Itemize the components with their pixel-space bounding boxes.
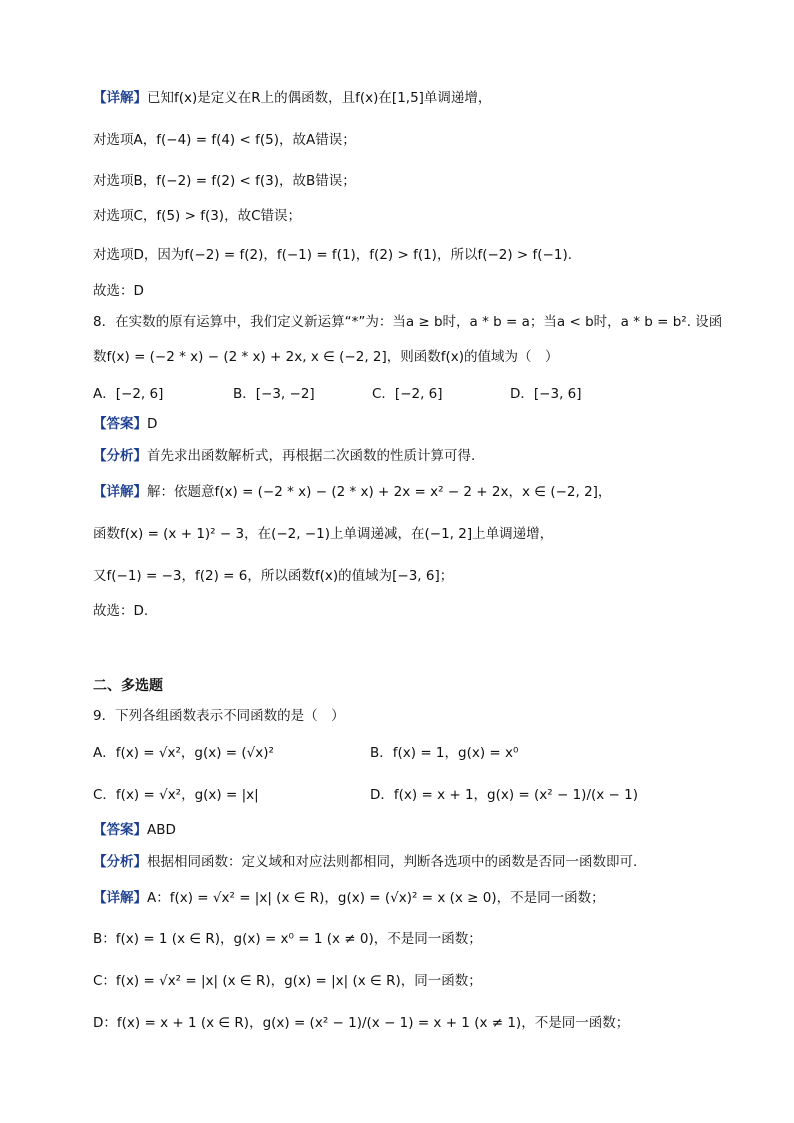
q9-answer-value: ABD xyxy=(147,822,176,838)
answer-tag: 【答案】 xyxy=(93,822,147,838)
q8-analysis-text: 首先求出函数解析式，再根据二次函数的性质计算可得. xyxy=(147,448,476,464)
answer-tag: 【答案】 xyxy=(93,416,147,432)
q9-analysis xyxy=(93,852,637,872)
q8-stem-line1: 8．在实数的原有运算中，我们定义新运算“*”为：当a ≥ b时，a * b = a；当a < b时，a * b = b². 设函 xyxy=(93,314,723,330)
q8-detail-line2: 函数f(x) = (x + 1)² − 3，在(−2, −1)上单调递减，在(−1, 2]上单调递增， xyxy=(93,526,554,542)
q9-answer xyxy=(93,820,176,840)
p7-choice: 故选：D xyxy=(93,283,144,299)
section-title: 二、多选题 xyxy=(93,678,163,694)
q8-stem-line2: 数f(x) = (−2 * x) − (2 * x) + 2x, x ∈ (−2, 2]，则函数f(x)的值域为（ ） xyxy=(93,349,559,365)
detail-tag: 【详解】 xyxy=(93,90,147,106)
q9-analysis-text: 根据相同函数：定义域和对应法则都相同，判断各选项中的函数是否同一函数即可. xyxy=(147,854,638,870)
p7-option-a: 对选项A，f(−4) = f(4) < f(5)，故A错误； xyxy=(93,132,356,148)
q9-detail-b: B：f(x) = 1 (x ∈ R)，g(x) = x⁰ = 1 (x ≠ 0)，不是同一函数； xyxy=(93,931,482,947)
q8-analysis xyxy=(93,446,475,466)
q8-option-a: A．[−2, 6] xyxy=(93,386,164,402)
q9-option-c: C．f(x) = √x²，g(x) = |x| xyxy=(93,787,259,803)
p7-option-b: 对选项B，f(−2) = f(2) < f(3)，故B错误； xyxy=(93,173,356,189)
q8-answer-value: D xyxy=(147,416,158,432)
q9-detail-a-text: A：f(x) = √x² = |x| (x ∈ R)，g(x) = (√x)² = x (x ≥ 0)，不是同一函数； xyxy=(147,890,605,906)
q9-option-d: D．f(x) = x + 1，g(x) = (x² − 1)/(x − 1) xyxy=(370,787,638,803)
q8-detail-text: 解：依题意f(x) = (−2 * x) − (2 * x) + 2x = x² − 2 + 2x，x ∈ (−2, 2]， xyxy=(147,484,612,500)
p7-detail xyxy=(93,88,491,108)
q9-detail-a xyxy=(93,888,605,908)
q8-choice: 故选：D. xyxy=(93,603,149,619)
p7-option-c: 对选项C，f(5) > f(3)，故C错误； xyxy=(93,208,301,224)
analysis-tag: 【分析】 xyxy=(93,854,147,870)
q8-option-d: D．[−3, 6] xyxy=(510,386,582,402)
q8-detail-line3: 又f(−1) = −3，f(2) = 6，所以函数f(x)的值域为[−3, 6]； xyxy=(93,568,454,584)
q9-option-a: A．f(x) = √x²，g(x) = (√x)² xyxy=(93,745,274,761)
q9-stem: 9．下列各组函数表示不同函数的是（ ） xyxy=(93,708,345,724)
q9-detail-c: C：f(x) = √x² = |x| (x ∈ R)，g(x) = |x| (x ∈ R)，同一函数； xyxy=(93,973,482,989)
analysis-tag: 【分析】 xyxy=(93,448,147,464)
p7-detail-text: 已知f(x)是定义在R上的偶函数，且f(x)在[1,5]单调递增， xyxy=(147,90,492,106)
q8-answer xyxy=(93,414,157,434)
q8-detail-line1 xyxy=(93,482,611,502)
detail-tag: 【详解】 xyxy=(93,890,147,906)
q9-option-b: B．f(x) = 1，g(x) = x⁰ xyxy=(370,745,519,761)
q8-option-c: C．[−2, 6] xyxy=(372,386,443,402)
detail-tag: 【详解】 xyxy=(93,484,147,500)
p7-option-d: 对选项D，因为f(−2) = f(2)，f(−1) = f(1)，f(2) > f(1)，所以f(−2) > f(−1). xyxy=(93,247,573,263)
q8-option-b: B．[−3, −2] xyxy=(233,386,315,402)
q9-detail-d: D：f(x) = x + 1 (x ∈ R)，g(x) = (x² − 1)/(x − 1) = x + 1 (x ≠ 1)，不是同一函数； xyxy=(93,1015,630,1031)
